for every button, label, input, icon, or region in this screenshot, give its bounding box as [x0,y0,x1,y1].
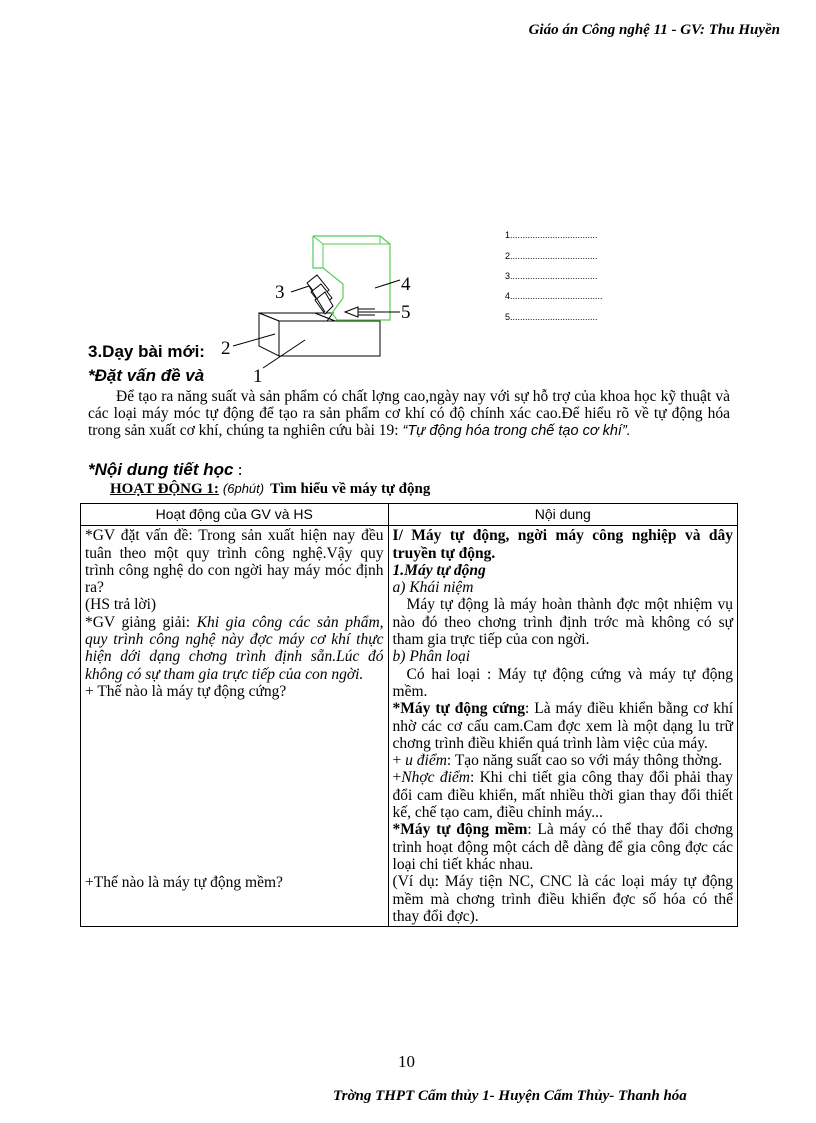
blank-line-2: 2................................... [505,251,598,261]
activity-heading: HOẠT ĐỘNG 1: (6phút) Tìm hiểu về máy tự động [110,481,431,497]
header-content: Nội dung [388,504,737,526]
content-heading: *Nội dung tiết học : [88,460,243,479]
intro-paragraph: Để tạo ra năng suất và sản phẩm có chất lợng cao,ngày nay với sự hỗ trợ của khoa học kỹ thuật và các loại máy móc tự động để tạo ra sản phẩm cơ khí có độ chính xác cao.Để hiểu rõ về tự động hóa trong sản xuất cơ khí, chúng ta nghiên cứu bài 19: “Tự động hóa trong chế tạo cơ khí”. [88,388,730,439]
blank-line-1: 1................................... [505,230,598,240]
teacher-student-column: *GV đặt vấn đề: Trong sản xuất hiện nay đều tuân theo một quy trình công nghệ.Vậy quy trình công nghệ do con ngời hay máy móc định ra? (HS trả lời) *GV giảng giải: Khi gia công các sản phẩm, quy trình công nghệ này đợc máy cơ khí thực hiện dới dạng chơng trình định sẵn.Lúc đó không có sự tham gia trực tiếp của con ngời. + Thế nào là máy tự động cứng? +Thế nào là máy tự động mềm? [81,526,389,927]
lesson-reference: “Tự động hóa trong chế tạo cơ khí”. [402,423,631,439]
problem-heading: *Đặt vấn đề và [88,366,205,385]
page-footer: Trờng THPT Cẩm thủy 1- Huyện Cẩm Thủy- Thanh hóa [333,1088,687,1104]
cutting-tool-diagram [215,228,415,388]
blank-line-3: 3................................... [505,271,598,281]
page-number: 10 [398,1052,415,1071]
section-title: 3.Dạy bài mới: [88,342,205,361]
figure-label-3: 3 [275,282,285,303]
activity-table [80,503,738,927]
blank-line-4: 4..................................... [505,291,603,301]
figure-label-4: 4 [401,274,411,295]
page-header: Giáo án Công nghệ 11 - GV: Thu Huyền [528,22,780,38]
blank-line-5: 5................................... [505,312,598,322]
figure-label-2: 2 [221,338,231,359]
content-column: I/ Máy tự động, ngời máy công nghiệp và dây truyền tự động. 1.Máy tự động a) Khái niệm Máy tự động là máy hoàn thành đợc một nhiệm vụ nào đó theo chơng trình định trớc mà không có sự tham gia trực tiếp của con ngời. b) Phân loại Có hai loại : Máy tự động cứng và máy tự động mềm. *Máy tự động cứng: Là máy điều khiển bằng cơ khí nhờ các cơ cấu cam.Cam đợc xem là một dạng lu trữ chơng trình điều khiển quá trình làm việc của máy. + u điểm: Tạo năng suất cao so với máy thông thờng. +Nhợc điểm: Khi chi tiết gia công thay đổi phải thay đổi cam điều khiển, mất nhiều thời gian thay đổi thiết kế, chế tạo cam, điều chỉnh máy... *Máy tự động mềm: Là máy có thể thay đổi chơng trình hoạt động một cách dễ dàng để gia công đợc các loại chi tiết khác nhau. (Ví dụ: Máy tiện NC, CNC là các loại máy tự động mềm mà chơng trình điều khiển đợc số hóa có thể thay đổi đợc). [388,526,737,927]
figure-label-1: 1 [253,366,263,387]
workpiece-front [279,321,380,356]
figure-label-5: 5 [401,302,411,323]
workpiece-side [259,313,279,356]
header-teacher-student: Hoạt động của GV và HS [81,504,389,526]
chip [307,275,333,314]
